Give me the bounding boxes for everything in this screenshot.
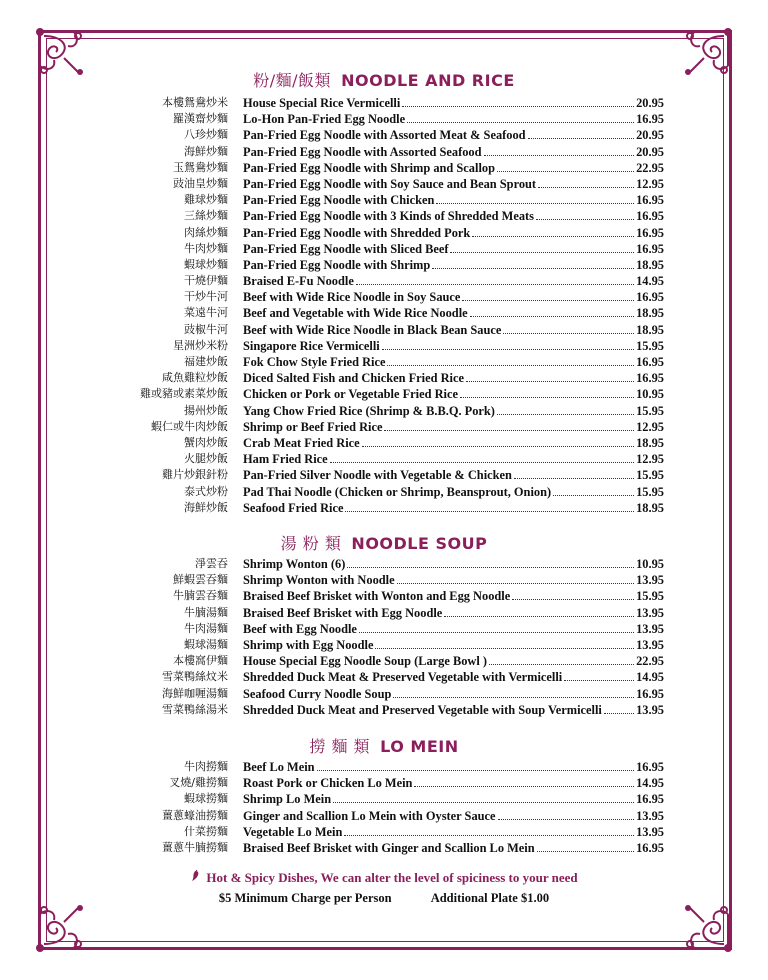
menu-item-line xyxy=(243,588,664,604)
menu-item-line xyxy=(243,273,664,289)
menu-item xyxy=(0,111,768,127)
menu-item-zh-name: 海鮮咖喱湯麵 xyxy=(162,686,228,700)
dot-leader xyxy=(414,786,634,787)
menu-item-zh-name: 海鮮炒飯 xyxy=(184,500,228,514)
dot-leader xyxy=(604,713,634,714)
menu-item-en-name: Pad Thai Noodle (Chicken or Shrimp, Beansprout, Onion) xyxy=(243,484,552,499)
menu-item xyxy=(0,686,768,702)
menu-item-en-name: Pan-Fried Egg Noodle with Assorted Meat & Seafood xyxy=(243,128,526,143)
menu-item-zh-name: 肉絲炒麵 xyxy=(184,225,228,239)
menu-item-en-name: Seafood Curry Noodle Soup xyxy=(243,686,392,701)
menu-item-en-name: Beef Lo Mein xyxy=(243,760,315,774)
menu-item-en-name: Pan-Fried Egg Noodle with Assorted Seafood xyxy=(243,144,482,159)
dot-leader xyxy=(503,333,634,334)
dot-leader xyxy=(470,316,634,317)
menu-item-line xyxy=(243,808,664,824)
menu-item-en-name: Beef and Vegetable with Wide Rice Noodle xyxy=(243,306,468,321)
menu-item-line xyxy=(243,338,664,354)
menu-item-price: 18.95 xyxy=(636,500,664,515)
menu-item-price: 13.95 xyxy=(636,637,664,652)
dot-leader xyxy=(407,122,634,123)
menu-item-price: 13.95 xyxy=(636,824,664,839)
menu-item-zh-name: 星洲炒米粉 xyxy=(173,338,228,352)
chili-pepper-icon xyxy=(190,870,202,882)
menu-item-line xyxy=(243,289,664,305)
menu-item-en-name: Pan-Fried Egg Noodle with Shredded Pork xyxy=(243,225,471,240)
dot-leader xyxy=(347,567,634,568)
menu-item-zh-name: 羅漢齋炒麵 xyxy=(173,112,228,126)
menu-item-line xyxy=(243,322,664,338)
menu-item xyxy=(0,451,768,467)
menu-item xyxy=(0,775,768,791)
menu-item-zh-name: 豉椒牛河 xyxy=(184,322,228,336)
menu-item-line xyxy=(243,370,664,386)
menu-item-en-name: Chicken or Pork or Vegetable Fried Rice xyxy=(243,387,458,402)
section-title-en: LO MEIN xyxy=(380,737,459,756)
menu-item-price: 15.95 xyxy=(636,484,664,499)
menu-item-en-name: Pan-Fried Egg Noodle with Soy Sauce and Bean Sprout xyxy=(243,176,537,191)
menu-item-line xyxy=(243,95,664,111)
menu-item-zh-name: 豉油皇炒麵 xyxy=(173,176,228,190)
menu-item-en-name: Lo-Hon Pan-Fried Egg Noodle xyxy=(243,112,406,127)
menu-item-en-name: Ham Fried Rice xyxy=(243,452,328,467)
menu-item-line xyxy=(243,775,664,791)
menu-item-zh-name: 福建炒飯 xyxy=(184,355,228,368)
menu-item-price: 14.95 xyxy=(636,274,664,289)
menu-item-en-name: Shrimp Wonton with Noodle xyxy=(243,573,395,588)
menu-item xyxy=(0,241,768,257)
menu-item-line xyxy=(243,669,664,685)
dot-leader xyxy=(460,397,634,398)
menu-item-price: 16.95 xyxy=(636,840,664,855)
menu-item-zh-name: 淨雲吞 xyxy=(195,557,228,570)
menu-item-en-name: Shrimp Lo Mein xyxy=(243,792,332,807)
menu-item-zh-name: 牛肉撈麵 xyxy=(184,760,228,773)
menu-item-price: 16.95 xyxy=(636,760,664,774)
menu-item-line xyxy=(243,176,664,192)
dot-leader xyxy=(444,616,634,617)
menu-item-line xyxy=(243,556,664,572)
menu-item-line xyxy=(243,435,664,451)
menu-item-price: 16.95 xyxy=(636,112,664,127)
menu-item-zh-name: 牛肉湯麵 xyxy=(184,621,228,635)
dot-leader xyxy=(528,138,635,139)
dot-leader xyxy=(553,495,634,496)
menu-item-en-name: Beef with Egg Noodle xyxy=(243,621,357,636)
menu-item-en-name: Pan-Fried Egg Noodle with Sliced Beef xyxy=(243,241,449,256)
menu-item-line xyxy=(243,451,664,467)
menu-item xyxy=(0,759,768,775)
menu-item-zh-name: 雪菜鴨絲炆米 xyxy=(162,670,228,684)
menu-item-en-name: Beef with Wide Rice Noodle in Soy Sauce xyxy=(243,290,461,305)
dot-leader xyxy=(387,365,634,366)
dot-leader xyxy=(330,462,634,463)
menu-item-zh-name: 八珍炒麵 xyxy=(184,128,228,142)
menu-item xyxy=(0,95,768,111)
menu-item xyxy=(0,257,768,273)
section-title-noodle-soup xyxy=(0,531,768,554)
menu-item-zh-name: 牛腩雲吞麵 xyxy=(173,589,228,603)
menu-item xyxy=(0,419,768,435)
menu-item-zh-name: 雞或豬或素菜炒飯 xyxy=(140,387,228,401)
menu-item-price: 15.95 xyxy=(636,403,664,418)
menu-item-line xyxy=(243,305,664,321)
menu-item xyxy=(0,572,768,588)
menu-item-zh-name: 雪菜鴨絲湯米 xyxy=(162,702,228,716)
additional-plate-charge: Additional Plate $1.00 xyxy=(430,891,550,905)
menu-item-line xyxy=(243,419,664,435)
menu-item xyxy=(0,403,768,419)
dot-leader xyxy=(497,414,634,415)
menu-item-line xyxy=(243,759,664,775)
spicy-note-text: Hot & Spicy Dishes, We can alter the level of spiciness to your need xyxy=(206,870,578,885)
dot-leader xyxy=(498,819,635,820)
menu-item xyxy=(0,386,768,402)
menu-item-en-name: Pan-Fried Egg Noodle with Shrimp and Scallop xyxy=(243,160,495,175)
charges-line xyxy=(0,891,768,906)
menu-item-price: 15.95 xyxy=(636,338,664,353)
menu-item-zh-name: 泰式炒粉 xyxy=(184,484,228,498)
menu-item-price: 16.95 xyxy=(636,792,664,807)
menu-item xyxy=(0,808,768,824)
dot-leader xyxy=(489,664,634,665)
dot-leader xyxy=(345,511,634,512)
menu-item xyxy=(0,160,768,176)
dot-leader xyxy=(432,268,634,269)
menu-item-en-name: Singapore Rice Vermicelli xyxy=(243,338,380,353)
menu-item xyxy=(0,144,768,160)
menu-item-zh-name: 蝦球炒麵 xyxy=(184,257,228,271)
menu-item-zh-name: 蟹肉炒飯 xyxy=(184,435,228,449)
menu-item-en-name: Pan-Fried Egg Noodle with 3 Kinds of Shredded Meats xyxy=(243,209,534,224)
dot-leader xyxy=(536,219,634,220)
menu-item-price: 13.95 xyxy=(636,702,664,717)
dot-leader xyxy=(436,203,634,204)
dot-leader xyxy=(397,583,635,584)
menu-item-line xyxy=(243,621,664,637)
dot-leader xyxy=(333,802,634,803)
menu-item-en-name: Shredded Duck Meat and Preserved Vegetable with Soup Vermicelli xyxy=(243,702,602,717)
dot-leader xyxy=(359,632,634,633)
menu-item-line xyxy=(243,484,664,500)
menu-item-price: 12.95 xyxy=(636,176,664,191)
section-title-noodle-rice xyxy=(0,68,768,91)
menu-item-zh-name: 蝦球撈麵 xyxy=(184,792,228,806)
menu-item-price: 15.95 xyxy=(636,589,664,604)
section-title-zh: 湯 粉 類 xyxy=(280,534,342,553)
minimum-charge: $5 Minimum Charge per Person xyxy=(218,891,392,905)
menu-item-line xyxy=(243,241,664,257)
dot-leader xyxy=(356,284,634,285)
dot-leader xyxy=(497,171,634,172)
menu-item xyxy=(0,484,768,500)
menu-item xyxy=(0,289,768,305)
menu-item-en-name: Braised Beef Brisket with Egg Noodle xyxy=(243,605,443,620)
menu-item-en-name: Fok Chow Style Fried Rice xyxy=(243,355,386,369)
menu-item-line xyxy=(243,686,664,702)
menu-item xyxy=(0,305,768,321)
menu-item-price: 14.95 xyxy=(636,670,664,685)
spicy-note xyxy=(0,870,768,886)
menu-item-zh-name: 雞球炒麵 xyxy=(184,193,228,207)
menu-item xyxy=(0,702,768,718)
menu-item-zh-name: 蝦仁或牛肉炒飯 xyxy=(151,419,228,433)
menu-item-price: 16.95 xyxy=(636,355,664,369)
menu-item-line xyxy=(243,500,664,516)
menu-item xyxy=(0,556,768,572)
dot-leader xyxy=(317,770,635,771)
dot-leader xyxy=(382,349,634,350)
menu-item-en-name: Beef with Wide Rice Noodle in Black Bean Sauce xyxy=(243,322,502,337)
menu-item-en-name: Braised Beef Brisket with Ginger and Scallion Lo Mein xyxy=(243,840,535,855)
menu-item-price: 22.95 xyxy=(636,654,664,669)
menu-item-price: 16.95 xyxy=(636,686,664,701)
menu-item-price: 18.95 xyxy=(636,322,664,337)
dot-leader xyxy=(512,599,634,600)
dot-leader xyxy=(462,300,634,301)
menu-item-en-name: Shrimp or Beef Fried Rice xyxy=(243,419,383,434)
menu-item-en-name: Braised E-Fu Noodle xyxy=(243,274,354,289)
menu-item-zh-name: 鮮蝦雲吞麵 xyxy=(173,573,228,587)
dot-leader xyxy=(466,381,634,382)
menu-item-price: 13.95 xyxy=(636,605,664,620)
section-title-zh: 粉/麵/飯類 xyxy=(253,71,332,90)
menu-item-zh-name: 干炒牛河 xyxy=(184,290,228,304)
menu-item xyxy=(0,435,768,451)
menu-item-price: 16.95 xyxy=(636,209,664,224)
menu-item-price: 16.95 xyxy=(636,290,664,305)
menu-item-zh-name: 牛肉炒麵 xyxy=(184,241,228,255)
menu-item-zh-name: 牛腩湯麵 xyxy=(184,605,228,619)
menu-item-line xyxy=(243,637,664,653)
menu-item-zh-name: 叉燒/雞撈麵 xyxy=(169,776,228,790)
menu-item-line xyxy=(243,605,664,621)
dot-leader xyxy=(538,187,634,188)
menu-item-price: 12.95 xyxy=(636,452,664,467)
menu-item xyxy=(0,338,768,354)
menu-item xyxy=(0,824,768,840)
menu-item-line xyxy=(243,192,664,208)
menu-item-zh-name: 薑蔥蠔油撈麵 xyxy=(162,808,228,822)
menu-item-price: 15.95 xyxy=(636,468,664,483)
menu-item-price: 13.95 xyxy=(636,621,664,636)
menu-item-zh-name: 火腿炒飯 xyxy=(184,452,228,466)
menu-item xyxy=(0,500,768,516)
menu-item-zh-name: 什菜撈麵 xyxy=(184,824,228,838)
menu-item-en-name: Seafood Fried Rice xyxy=(243,500,344,515)
menu-item xyxy=(0,322,768,338)
menu-item-line xyxy=(243,225,664,241)
menu-item-en-name: Pan-Fried Egg Noodle with Chicken xyxy=(243,193,435,208)
menu-item-price: 16.95 xyxy=(636,225,664,240)
menu-item xyxy=(0,208,768,224)
menu-item-zh-name: 三絲炒麵 xyxy=(184,209,228,223)
menu-item xyxy=(0,621,768,637)
menu-item-price: 20.95 xyxy=(636,96,664,110)
menu-list-noodle-rice xyxy=(0,95,768,516)
menu-item xyxy=(0,840,768,856)
menu-item-en-name: Pan-Fried Egg Noodle with Shrimp xyxy=(243,257,431,272)
menu-item-price: 16.95 xyxy=(636,193,664,208)
menu-item-zh-name: 玉鴛鴦炒麵 xyxy=(173,160,228,174)
menu-item xyxy=(0,127,768,143)
menu-item-en-name: Diced Salted Fish and Chicken Fried Rice xyxy=(243,371,464,386)
menu-item-en-name: Roast Pork or Chicken Lo Mein xyxy=(243,776,413,791)
menu-item xyxy=(0,273,768,289)
menu-item-price: 12.95 xyxy=(636,419,664,434)
dot-leader xyxy=(450,252,634,253)
menu-item-price: 16.95 xyxy=(636,371,664,386)
menu-item-price: 22.95 xyxy=(636,160,664,175)
menu-item-line xyxy=(243,824,664,840)
menu-item-en-name: Yang Chow Fried Rice (Shrimp & B.B.Q. Pork) xyxy=(243,403,495,418)
menu-item-en-name: Shrimp with Egg Noodle xyxy=(243,637,374,652)
menu-item-zh-name: 薑蔥牛腩撈麵 xyxy=(162,840,228,854)
menu-item-price: 20.95 xyxy=(636,144,664,159)
menu-item-zh-name: 蝦球湯麵 xyxy=(184,637,228,651)
section-title-zh: 撈 麵 類 xyxy=(309,737,371,756)
menu-item-zh-name: 咸魚雞粒炒飯 xyxy=(162,371,228,385)
menu-item xyxy=(0,637,768,653)
menu-item-en-name: Ginger and Scallion Lo Mein with Oyster Sauce xyxy=(243,808,496,823)
menu-item xyxy=(0,653,768,669)
dot-leader xyxy=(393,697,634,698)
menu-list-noodle-soup xyxy=(0,556,768,718)
menu-item xyxy=(0,176,768,192)
menu-item-line xyxy=(243,144,664,160)
section-title-en: NOODLE SOUP xyxy=(351,534,488,553)
section-title-en: NOODLE AND RICE xyxy=(341,71,515,90)
menu-item-price: 14.95 xyxy=(636,776,664,791)
dot-leader xyxy=(564,680,634,681)
menu-item-en-name: House Special Egg Noodle Soup (Large Bowl ) xyxy=(243,654,488,669)
menu-item-zh-name: 揚州炒飯 xyxy=(184,403,228,417)
menu-item-price: 18.95 xyxy=(636,306,664,321)
menu-item-line xyxy=(243,354,664,370)
dot-leader xyxy=(514,478,634,479)
menu-item xyxy=(0,669,768,685)
menu-item-en-name: House Special Rice Vermicelli xyxy=(243,96,401,110)
menu-item-line xyxy=(243,257,664,273)
menu-item-line xyxy=(243,127,664,143)
dot-leader xyxy=(375,648,634,649)
menu-item-en-name: Braised Beef Brisket with Wonton and Egg Noodle xyxy=(243,589,511,604)
dot-leader xyxy=(384,430,634,431)
menu-item-price: 13.95 xyxy=(636,573,664,588)
menu-item-line xyxy=(243,572,664,588)
dot-leader xyxy=(362,446,634,447)
menu-item-line xyxy=(243,840,664,856)
dot-leader xyxy=(537,851,634,852)
menu-item xyxy=(0,225,768,241)
menu-item-price: 18.95 xyxy=(636,257,664,272)
menu-item-zh-name: 雞片炒銀針粉 xyxy=(162,468,228,482)
menu-item-zh-name: 菜遠牛河 xyxy=(184,306,228,320)
dot-leader xyxy=(472,236,634,237)
menu-item-line xyxy=(243,208,664,224)
menu-item-line xyxy=(243,702,664,718)
section-title-lo-mein xyxy=(0,734,768,757)
menu-item-zh-name: 干燒伊麵 xyxy=(184,274,228,288)
menu-item-price: 18.95 xyxy=(636,435,664,450)
menu-item-en-name: Shrimp Wonton (6) xyxy=(243,557,346,571)
menu-item xyxy=(0,354,768,370)
dot-leader xyxy=(402,106,634,107)
menu-item-price: 13.95 xyxy=(636,808,664,823)
menu-item-price: 16.95 xyxy=(636,241,664,256)
menu-item xyxy=(0,467,768,483)
menu-item-zh-name: 本樓窩伊麵 xyxy=(173,654,228,668)
menu-item xyxy=(0,370,768,386)
menu-item-price: 20.95 xyxy=(636,128,664,143)
menu-item-line xyxy=(243,467,664,483)
dot-leader xyxy=(484,155,635,156)
menu-item-en-name: Pan-Fried Silver Noodle with Vegetable & Chicken xyxy=(243,468,512,483)
menu-item-line xyxy=(243,791,664,807)
dot-leader xyxy=(344,835,634,836)
menu-item xyxy=(0,605,768,621)
menu-item xyxy=(0,192,768,208)
menu-item-en-name: Crab Meat Fried Rice xyxy=(243,435,360,450)
menu-item-line xyxy=(243,653,664,669)
menu-item-line xyxy=(243,386,664,402)
menu-item-line xyxy=(243,403,664,419)
menu-item-zh-name: 本樓鴛鴦炒米 xyxy=(162,96,228,109)
menu-item-price: 10.95 xyxy=(636,387,664,402)
menu-list-lo-mein xyxy=(0,759,768,856)
menu-item-line xyxy=(243,111,664,127)
menu-item xyxy=(0,588,768,604)
menu-item-price: 10.95 xyxy=(636,557,664,571)
menu-item-line xyxy=(243,160,664,176)
menu-item-en-name: Vegetable Lo Mein xyxy=(243,824,343,839)
menu-item-en-name: Shredded Duck Meat & Preserved Vegetable with Vermicelli xyxy=(243,670,563,685)
menu-item-zh-name: 海鮮炒麵 xyxy=(184,144,228,158)
menu-item xyxy=(0,791,768,807)
